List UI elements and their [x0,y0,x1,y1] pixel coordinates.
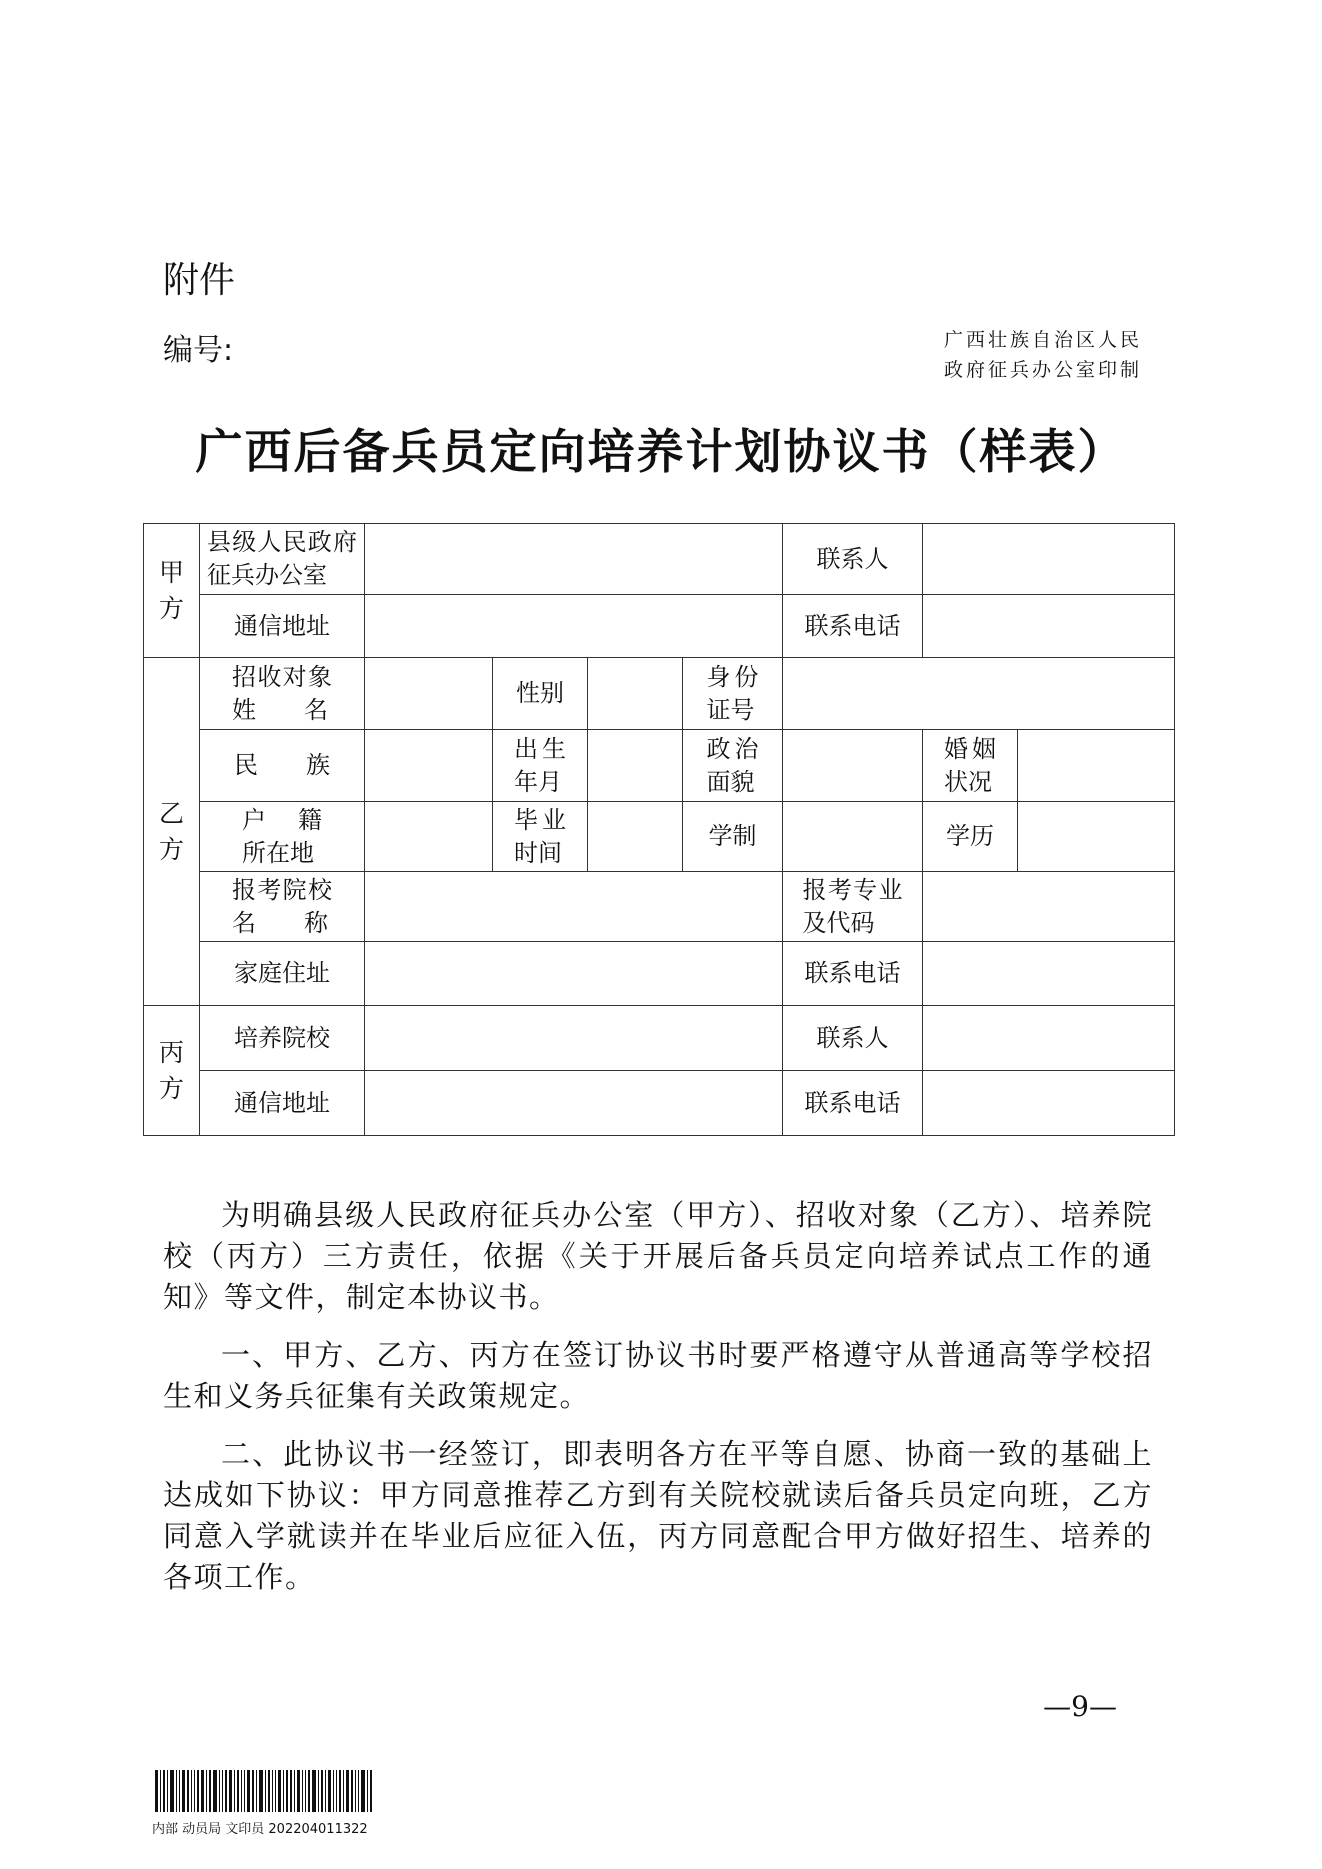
gender-field[interactable] [588,658,683,730]
gender-label: 性别 [493,658,588,730]
body-paragraph-1: 为明确县级人民政府征兵办公室（甲方）、招收对象（乙方）、培养院校（丙方）三方责任，依据《关于开展后备兵员定向培养试点工作的通知》等文件，制定本协议书。 [163,1198,1153,1314]
enrollee-name-field[interactable] [365,658,493,730]
party-c-phone-label: 联系电话 [783,1071,923,1136]
printer-credit-line-1: 广西壮族自治区人民 [943,329,1142,351]
applied-major-label: 报考专业及代码 [783,872,923,942]
graduation-time-field[interactable] [588,802,683,872]
applied-school-field[interactable] [365,872,783,942]
barcode-icon [155,1770,385,1812]
household-location-label: 户 籍所在地 [200,802,365,872]
training-school-label: 培养院校 [200,1006,365,1071]
document-title: 广西后备兵员定向培养计划协议书（样表） [195,425,1127,480]
training-school-field[interactable] [365,1006,783,1071]
party-a-phone-label: 联系电话 [783,595,923,658]
serial-number-label: 编号: [163,333,234,368]
attachment-label: 附件 [163,260,236,301]
printer-credit [902,325,1142,385]
home-address-field[interactable] [365,942,783,1006]
footer-note: 内部 动员局 文印员 202204011322 [152,1822,368,1837]
party-b-phone-field[interactable] [923,942,1175,1006]
party-a-contact-label: 联系人 [783,524,923,595]
id-number-label: 身份证号 [683,658,783,730]
education-field[interactable] [1018,802,1175,872]
page-number: —9— [1043,1690,1117,1723]
party-c-phone-field[interactable] [923,1071,1175,1136]
party-c-contact-label: 联系人 [783,1006,923,1071]
id-number-field[interactable] [783,658,1175,730]
marital-status-label: 婚姻状况 [923,730,1018,802]
agreement-form-table [143,523,1175,1136]
party-c-address-field[interactable] [365,1071,783,1136]
party-c-address-label: 通信地址 [200,1071,365,1136]
agreement-body [163,1195,1153,1615]
body-paragraph-3: 二、此协议书一经签订，即表明各方在平等自愿、协商一致的基础上达成如下协议：甲方同意推荐乙方到有关院校就读后备兵员定向班，乙方同意入学就读并在毕业后应征入伍，丙方同意配合甲方做好招生、培养的各项工作。 [163,1437,1153,1594]
ethnicity-field[interactable] [365,730,493,802]
party-a-phone-field[interactable] [923,595,1175,658]
birth-date-field[interactable] [588,730,683,802]
political-status-field[interactable] [783,730,923,802]
household-location-field[interactable] [365,802,493,872]
party-b-label: 乙方 [144,658,200,1006]
party-c-label: 丙方 [144,1006,200,1136]
party-c-contact-field[interactable] [923,1006,1175,1071]
enrollee-name-label: 招收对象姓 名 [200,658,365,730]
birth-date-label: 出生年月 [493,730,588,802]
education-label: 学历 [923,802,1018,872]
county-office-field[interactable] [365,524,783,595]
printer-credit-line-2: 政府征兵办公室印制 [943,359,1142,381]
political-status-label: 政治面貌 [683,730,783,802]
applied-major-field[interactable] [923,872,1175,942]
body-paragraph-2: 一、甲方、乙方、丙方在签订协议书时要严格遵守从普通高等学校招生和义务兵征集有关政策规定。 [163,1338,1153,1413]
party-a-address-label: 通信地址 [200,595,365,658]
applied-school-label: 报考院校名 称 [200,872,365,942]
county-office-label: 县级人民政府征兵办公室 [200,524,365,595]
party-b-phone-label: 联系电话 [783,942,923,1006]
school-system-label: 学制 [683,802,783,872]
party-a-label: 甲方 [144,524,200,658]
ethnicity-label: 民 族 [200,730,365,802]
graduation-time-label: 毕业时间 [493,802,588,872]
home-address-label: 家庭住址 [200,942,365,1006]
party-a-address-field[interactable] [365,595,783,658]
party-a-contact-field[interactable] [923,524,1175,595]
marital-status-field[interactable] [1018,730,1175,802]
school-system-field[interactable] [783,802,923,872]
